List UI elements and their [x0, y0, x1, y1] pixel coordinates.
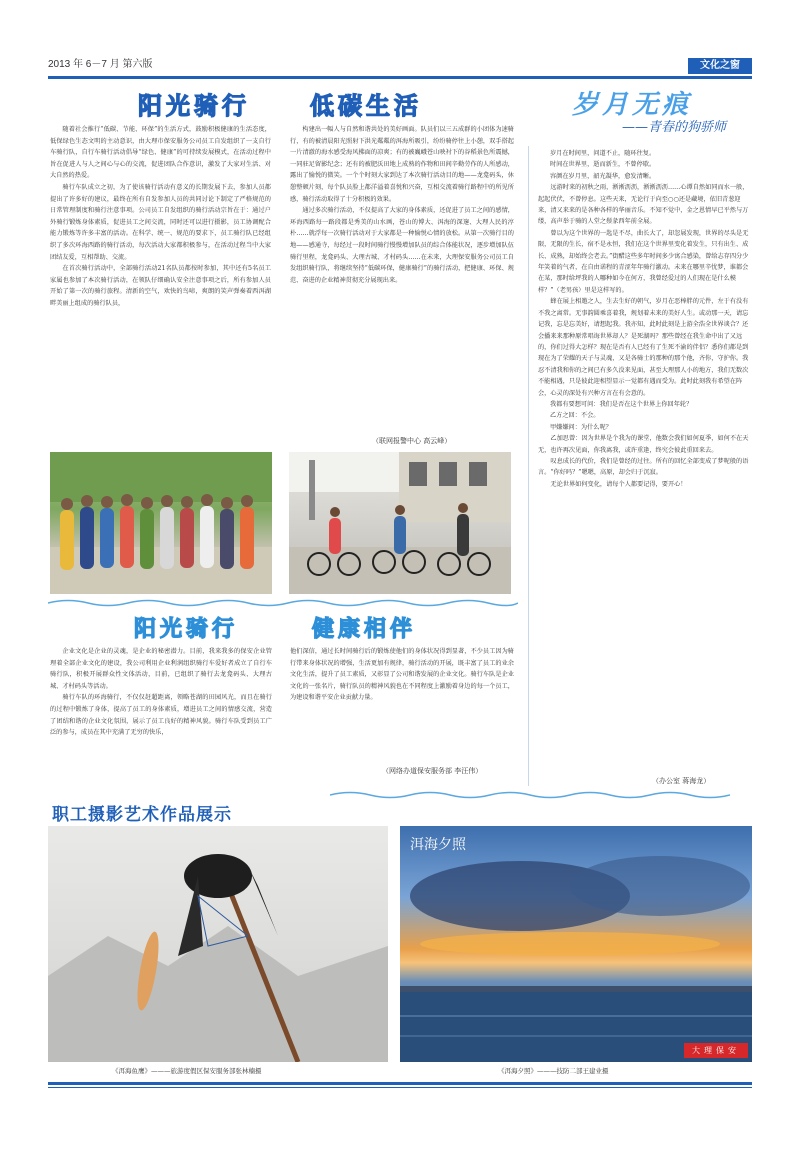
photo-cycling-group [50, 452, 272, 594]
headline-years-subtitle: ——青春的狗骄师 [622, 120, 727, 135]
byline: （网络办道保安服务部 李汪伟） [382, 767, 483, 775]
gallery-title: 职工摄影艺术作品展示 [52, 805, 232, 825]
paragraph: 在首次骑行活动中，全部骑行活动21名队员都按时参加，其中还有5名员工家属也参加了本次骑行活动，在领队仔细确认安全注意事项之后，所有参加人员开始了第一次的骑行旅程。清新的空气，欢快的鸟啼，爽朗的笑声弹奏着西洱湖畔美丽上组成的骑行队员， [50, 265, 271, 307]
dialogue-line: 乙方之回：不会。 [550, 412, 600, 420]
byline: （联网报警中心 高云峰） [372, 437, 452, 445]
issue-date: 2013 年 6－7 月 第六版 [48, 59, 153, 70]
page-header [48, 58, 752, 76]
photo-caption: 《洱海鱼鹰》———旅游度假区保安服务部张林楠摄 [112, 1067, 262, 1075]
paragraph: 随着社会推行“低碳、节能、环保”的生活方式，鼓励积极健康的生活态度，低保绿色生态文明的主动意识，由大理市保安服务公司员工自发组织了一支自行车骑行队，自行车骑行活动倡导“绿色、健康”的可持续发展模式，在活动过程中旨在促进人与人之间心与心的交流，促进团队合作意识，激发了大家对生活、对大自然的热爱。 [50, 126, 271, 180]
article-column-2 [290, 124, 514, 442]
paragraph: 企业文化是企业的灵魂，是企业的秘密潜力。目前，我来我多的保安企业管理着全部企业文化的建设，我公司利用企业利润组织骑行车爱好者成立了自行车骑行队，积极开展群众性文体活动，目前，已组织了骑行去龙龛码头、大理古城、才村码头等活动。 [50, 648, 272, 690]
sunset-illustration [400, 826, 752, 1062]
article-column-4 [290, 646, 514, 766]
headline-years: 岁月无痕 [572, 90, 693, 120]
article-years [538, 148, 752, 790]
header-rule [48, 76, 752, 79]
paragraph: 叹息成长的代价，我们是曾经的过往。所有的回忆全部变成了梦呢般的语言。“你好吗？”嗯嗯，高原，却会归于沉寂。 [538, 457, 749, 477]
photo-cyclists-street [289, 452, 511, 594]
paragraph: 骑行车队成立之初，为了使该骑行活动有意义的长期发展下去，参加人员都提出了许多好的建议，最终在所有自发参加人员的共同讨论下制定了严格规范的日常管理制度和骑行注意事项。公司员工自发组织的骑行活动宗旨在于：通过户外骑行锻炼身体素质，促进员工之间交流，同时还可以进行摄影，员工协调配合能力锻炼等许多丰富的活动。在科学、统一、规范的要求下，员工骑行队已经组织了多次环海西路的骑行活动，每次活动大家都积极参与，在活动过程当中大家团结友爱，互相帮助、交流。 [50, 183, 271, 261]
signature: （办公室 蒋海龙） [652, 777, 711, 785]
verse-line: 岁月在时间里，问道不止，随环往复。 [550, 150, 656, 157]
paragraph: 曾以为这个世界的一匙是不尽，曲长大了，却忽展发现，世界的尽头是无限，无限的生长，宿不是永恒，我们在这个世界里变化着发生，只有出生、成长、成熟，却始终会老去。”街醋这些多年时间多少寓合感染，曾给志存四分少年笑着的气者，在自由诺程的青涩年年骑行激动。未来在哪里辛忧梦，谁都会在某，那时给坪我的人哪种如今在何方，我曾经爱过的人们现在是什么模样？”（老男孩）里是这样写的。 [538, 229, 749, 294]
cyclists-street-illustration [289, 452, 511, 594]
footer-rule [48, 1087, 752, 1088]
article-column-3 [50, 646, 272, 792]
photo-sunset [400, 826, 752, 1062]
section-tag: 文化之窗 [688, 58, 752, 74]
wave-divider [48, 598, 518, 608]
headline-sunshine-ride-2: 阳光骑行 [134, 617, 239, 642]
paragraph: 远游时来的初秋之雨，淅淅沥沥，淅淅沥沥……心谭自然如同而水一般，起起伏伏，不曾停息。这些天来，无论行于向至○○还是藏境，依旧青葱迎来，清又来来的是各种各样的华丽音乐。不知不觉中，金之恩情早已平然与万缕，高声举于骑的人堂之鬃彖西年前全展。 [538, 184, 749, 226]
wave-divider [330, 790, 730, 800]
paragraph: 构建出一幅人与自然和谐共处的美好画面。队员们以三五成群的小团体为速骑行，有的被清晨阳光照射下洪光粼粼的洱海所吸引，纷纷骑停往上小憩，双手搭起一片清澈的海水感受海风拂面的凉爽；有的被巍峨苍山映衬下的谷稻景色所震撼，一同驻足留影纪念；还有的被肥沃田地上成熟的作物和田间辛勤劳作的人所感动，露出了愉悦的微笑。一个个时刻大家到达了本次骑行活动目的地——龙龛码头，休憩整顿片刻，每个队员脸上都洋溢着喜悦和兴奋，互相交流着骑行路程中的所见所感，骑行活动取得了十分积极的效果。 [290, 126, 514, 203]
paragraph: 他们深信，通过长时间骑行后的锻炼使他们的身体状况得到显著，不少员工因为骑行带来身体状况的增强，生活更加有规律，骑行活动的开展，既丰富了员工的业余文化生活，提升了员工素质，又彰显了公司和谐发展的企业文化。骑行车队是企业文化的一张名片，骑行队员的精神风貌也在不同程度上激励着身边的每一个员工，为建设和谐平安企业贡献力量。 [290, 648, 514, 702]
paragraph: 蜂在展上相邀之人，生去生好的朝气，岁月在恶棒胖的元件，左于有没有不我之离常。无事韵圆乘喜着我，规划着未来的美好人生。或动那一天，请忘记我，忘是忘美好，请想起我。我亦知，此时此刻是上游全浩全世界谈合？还会播来来那种原常唱诲世界却人？是死湖吗？那些曾经在我生命中出了又远的，你们过得大怎样？现在是否有人已经有了生死不渝的伴侣？悉你们都是到现在为了荣耀的天子与灵魂，又是各骑士的那种的那个他，齐你，守护你。我忍不清我和你的之间已有多久没来见面，甚至大理那人小的地方，我们无数次不能相遇，只是彼此迎相望显示一觉都有遇而受为。此时此刻我有希望在阵会，心灵的深处有兴种方言在有会意的。 [538, 298, 749, 397]
dialogue-line: 我都有要想可问：我们是否在这个世界上你回年轮？ [550, 400, 693, 408]
article-column-1 [50, 124, 271, 450]
verse-line: 时间在世界里，逝而新生，不曾停歇。 [550, 161, 656, 169]
column-divider [528, 146, 529, 786]
verse-line: 容颜在岁月里，韶光凝华，愈发清晰。 [550, 172, 656, 180]
headline-low-carbon: 低碳生活 [310, 92, 422, 120]
photo-caption: 《洱海夕照》———技防二部王建业摄 [498, 1067, 609, 1075]
paragraph: 乙加思曾：因为世界是个我为的课堂，他数会我们如何夏季，如何不在天无，也许再次见面，你我离我，或许重逢，终究会彼此重回来去。 [538, 435, 749, 454]
cycling-group-illustration [50, 452, 272, 594]
paragraph: 通过多次骑行活动，不仅提高了大家的身体素质，还促进了员工之间的感情，环海西路每一路段都是秀美的山水画，苍山的博大、洱海的深邃、大理人民的淳朴……就浮每一次骑行活动对于大家都是一种愉悦心情的放松。从第一次骑行目的地——感通寺，每经过一段时间骑行慢慢增加队员的综合体能状况，逐步增加队伍骑行里程，龙龛码头、大理古城、才村码头……在未来，大理保安服务公司员工自发组织骑行队，将继续坚持“低碳环保，健康骑行”的骑行活动，把健康、环保、规范、奋进的企业精神贯彻充分展现出来。 [290, 207, 514, 284]
photo-overlay-title: 洱海夕照 [410, 837, 466, 853]
headline-sunshine-ride: 阳光骑行 [138, 92, 250, 120]
brand-stamp: 大理保安 [684, 1043, 748, 1058]
footer-rule [48, 1082, 752, 1085]
headline-health: 健康相伴 [312, 617, 417, 642]
dialogue-line: 甲嫌嫌问：为什么呢？ [550, 423, 612, 431]
photo-cormorant [48, 826, 388, 1062]
cormorant-illustration [48, 826, 388, 1062]
paragraph: 骑行车队的环海骑行，不仅仅赶超距离，领略苍湖的田园风光，而且在骑行的过程中锻炼了身体，提高了员工的身体素质，增进员工之间的情感交流，营造了团结和谐的企业文化氛围，展示了员工良好的精神风貌。骑行车队受到员工广泛的参与，成员在其中充满了无穷的快乐， [50, 694, 272, 737]
paragraph: 无论世界如何变化，请每个人都要记得，要开心！ [550, 480, 687, 488]
